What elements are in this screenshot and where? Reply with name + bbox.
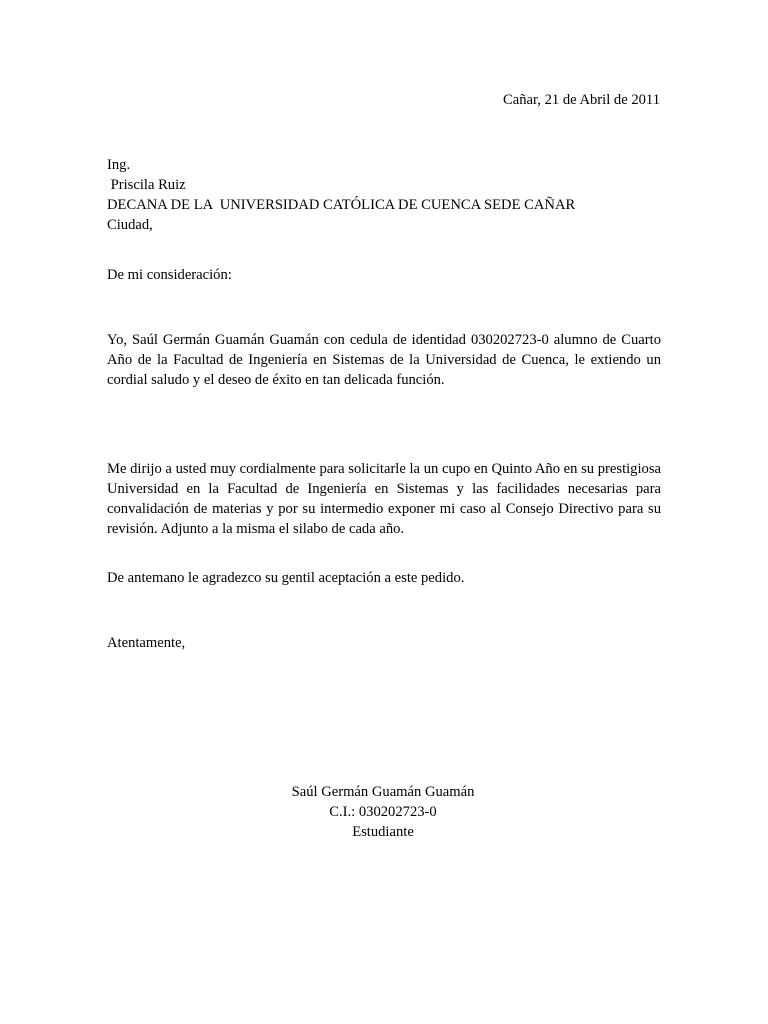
recipient-position: DECANA DE LA UNIVERSIDAD CATÓLICA DE CUENCA SEDE CAÑAR [107, 197, 576, 213]
closing-thanks: De antemano le agradezco su gentil aceptación a este pedido. [107, 570, 465, 586]
recipient-city: Ciudad, [107, 217, 153, 233]
signature-block [233, 782, 533, 842]
recipient-name: Priscila Ruiz [107, 177, 186, 193]
recipient-block [107, 155, 667, 235]
signature-role: Estudiante [352, 824, 414, 840]
sign-off: Atentamente, [107, 635, 186, 651]
signature-name: Saúl Germán Guamán Guamán [291, 784, 475, 800]
date-line: Cañar, 21 de Abril de 2011 [503, 92, 660, 108]
signature-id: C.I.: 030202723-0 [329, 804, 437, 820]
body-paragraph-1: Yo, Saúl Germán Guamán Guamán con cedula de identidad 030202723-0 alumno de Cuarto Año de la Facultad de Ingeniería en Sistemas de la Universidad de Cuenca, le extiendo un cordial saludo y el deseo de éxito en tan delicada función. [107, 332, 661, 388]
greeting: De mi consideración: [107, 267, 232, 283]
recipient-title: Ing. [107, 157, 131, 173]
body-paragraph-2: Me dirijo a usted muy cordialmente para solicitarle la un cupo en Quinto Año en su prestigiosa Universidad en la Facultad de Ingeniería en Sistemas y las facilidades necesarias para convalidación de materias y por su intermedio exponer mi caso al Consejo Directivo para su revisión. Adjunto a la misma el silabo de cada año. [107, 461, 661, 537]
